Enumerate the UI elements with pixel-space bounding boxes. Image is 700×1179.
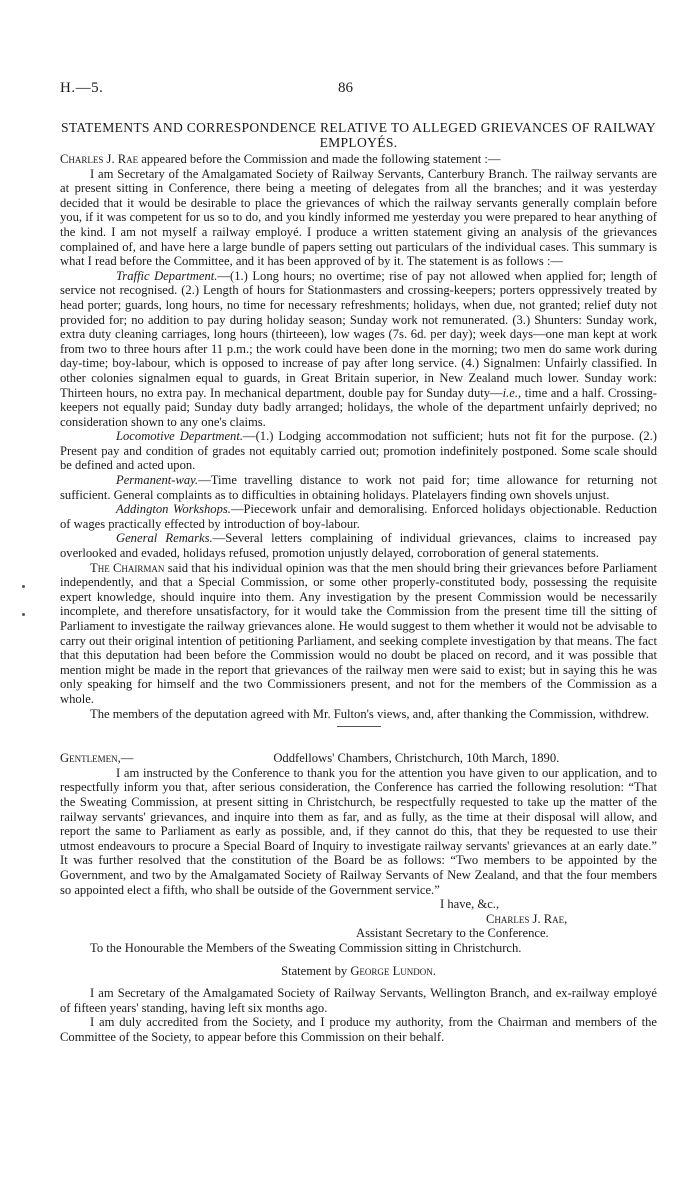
lundon-paragraph-1: I am Secretary of the Amalgamated Society of Railway Servants, Wellington Branch, and ex-railway employé of fifteen years' standing, having left six months ago.: [60, 986, 657, 1015]
members-paragraph: The members of the deputation agreed with Mr. Fulton's views, and, after thanking the Commission, withdrew.: [90, 706, 649, 721]
letter-signatory: Charles J. Rae,: [486, 911, 568, 926]
speaker-name: George Lundon: [350, 964, 433, 979]
traffic-department-paragraph: Traffic Department.—(1.) Long hours; no overtime; rise of pay not allowed when applied for; length of service not recognised. (2.) Length of hours for Stationmasters and crossing-keepers; porters oppressively treated by head porter; guards, long hours, no time for necessary refreshments; holidays, when due, not granted; relief duty not provided for; no addition to pay during holiday season; Sunday work not remunerated. (3.) Shunters: Sunday work, extra duty cleaning carriages, long hours (thirteeen), low wages (7s. 6d. per day); week days—one man kept at work from two to three hours after 11 p.m.; the work could have been done in the morning; two men do same work during day-time; boy-labour, which is opposed to increase of pay after long service. (4.) Signalmen: Unfairly classified. In other colonies signalmen equal to guards, in Great Britain superior, in New Zealand much lower. Sunday work: Thirteen hours, no extra pay. In mechanical department, double pay for Sunday duty—i.e., time and a half. Crossing-keepers not equally paid; Sunday duty badly arranged; holidays, the whole of the department unfairly deprived; no consideration shown to any one's claims.: [60, 268, 657, 429]
letter-address: Oddfellows' Chambers, Christchurch, 10th March, 1890.: [273, 751, 560, 766]
page-number: 86: [338, 80, 353, 96]
page-title: STATEMENTS AND CORRESPONDENCE RELATIVE TO ALLEGED GRIEVANCES OF RAILWAY EMPLOYÉS.: [61, 120, 656, 150]
letter-addressee: To the Honourable the Members of the Sweating Commission sitting in Christchurch.: [90, 940, 522, 955]
margin-mark: [22, 613, 25, 616]
letter-signatory-role: Assistant Secretary to the Conference.: [356, 926, 549, 941]
locomotive-department-paragraph: Locomotive Department.—(1.) Lodging accommodation not sufficient; huts not fit for the purpose. (2.) Present pay and condition of grades not equitably carried out; promotion indefinitely postponed. Some scale should be defined and acted upon.: [60, 429, 658, 473]
section-heading: Addington Workshops.: [116, 502, 231, 517]
section-divider: [337, 726, 381, 727]
section-heading: Permanent-way.: [116, 473, 199, 488]
section-heading: Traffic Department.: [116, 268, 218, 283]
permanent-way-paragraph: Permanent-way.—Time travelling distance to work not paid for; time allowance for returning not sufficient. General complaints as to difficulties in obtaining holidays. Platelayers finding own shovels unjust.: [60, 473, 657, 502]
document-reference: H.—5.: [60, 80, 104, 96]
section-heading: Locomotive Department.: [116, 429, 244, 444]
rae-intro-paragraph: Charles J. Rae appeared before the Commission and made the following statement :—: [60, 152, 501, 166]
letter-salutation: Gentlemen,—: [60, 751, 134, 766]
addington-workshops-paragraph: Addington Workshops.—Piecework unfair and demoralising. Enforced holidays objectionable. Reduction of wages practically effected by introduction of boy-labour.: [60, 502, 657, 531]
secretary-paragraph: I am Secretary of the Amalgamated Society of Railway Servants, Canterbury Branch. The railway servants are at present sitting in Conference, there being a meeting of delegates from all the branches; and it was yesterday decided that it would be desirable to place the grievances of which the railway servants generally complain before you, if it was competent for us so to do, and you kindly informed me yesterday you were prepared to hear anything of the kind. I am not myself a railway employé. I produce a written statement giving an analysis of the grievances complained of, and have here a large bundle of papers setting out particulars of the individual cases. This summary is what I read before the Committee, and it has been approved of by it. The statement is as follows :—: [60, 166, 657, 269]
lundon-paragraph-2: I am duly accredited from the Society, and I produce my authority, from the Chairman and members of the Committee of the Society, to appear before this Commission on their behalf.: [60, 1015, 657, 1044]
document-body: [60, 120, 657, 1044]
letter-closing: I have, &c.,: [440, 897, 500, 912]
margin-mark: [22, 585, 25, 588]
section-heading: General Remarks.: [116, 531, 213, 546]
lundon-statement-heading: Statement by George Lundon.: [281, 964, 436, 979]
speaker-name: Charles J. Rae: [60, 152, 139, 166]
general-remarks-paragraph: General Remarks.—Several letters complaining of individual grievances, claims to increased pay overlooked and evaded, holidays refused, promotion unjustly delayed, corroboration of general statements.: [60, 531, 657, 561]
letter-header: [60, 751, 657, 766]
speaker-name: The Chairman: [90, 560, 165, 575]
letter-body: I am instructed by the Conference to thank you for the attention you have given to our application, and to respectfully inform you that, after serious consideration, the Conference has carried the following resolution: “That the Sweating Commission, at present sitting in Christchurch, be respectfully requested to take up the matter of the railway servants' grievances, and inquire into them as far, and as fully, as the time at their disposal will allow, and report the same to Parliament as early as possible, and, if they cannot do this, that they be requested to use their utmost endeavours to procure a Special Board of Inquiry to investigate railway servants' grievances at an early date.” It was further resolved that the constitution of the Board be as follows: “Two members to be appointed by the Government, and two by the Amalgamated Society of Railway Servants of New Zealand, and that the four members so appointed elect a fifth, who shall be outside of the Government service.”: [60, 765, 657, 897]
chairman-paragraph: The Chairman said that his individual opinion was that the men should bring their grievances before Parliament independently, and that a Special Commission, or some other properly-constituted body, possessing the requisite expert knowledge, should inquire into them. Any investigation by the present Commission would be necessarily incomplete, and therefore unsatisfactory, for it would take the Commission from the present time till the sitting of Parliament to investigate the railway grievances alone. He would suggest to them whether it would not be advisable to carry out their original intention of petitioning Parliament, and seeking complete investigation by that means. The fact that this deputation had been before the Commission would no doubt be placed on record, and it was possible that mention might be made in the report that grievances of the railway men were said to exist; but in saying this he was only speaking for himself and the two Commissioners present, and not for the members of the Commission as a whole.: [60, 560, 657, 706]
